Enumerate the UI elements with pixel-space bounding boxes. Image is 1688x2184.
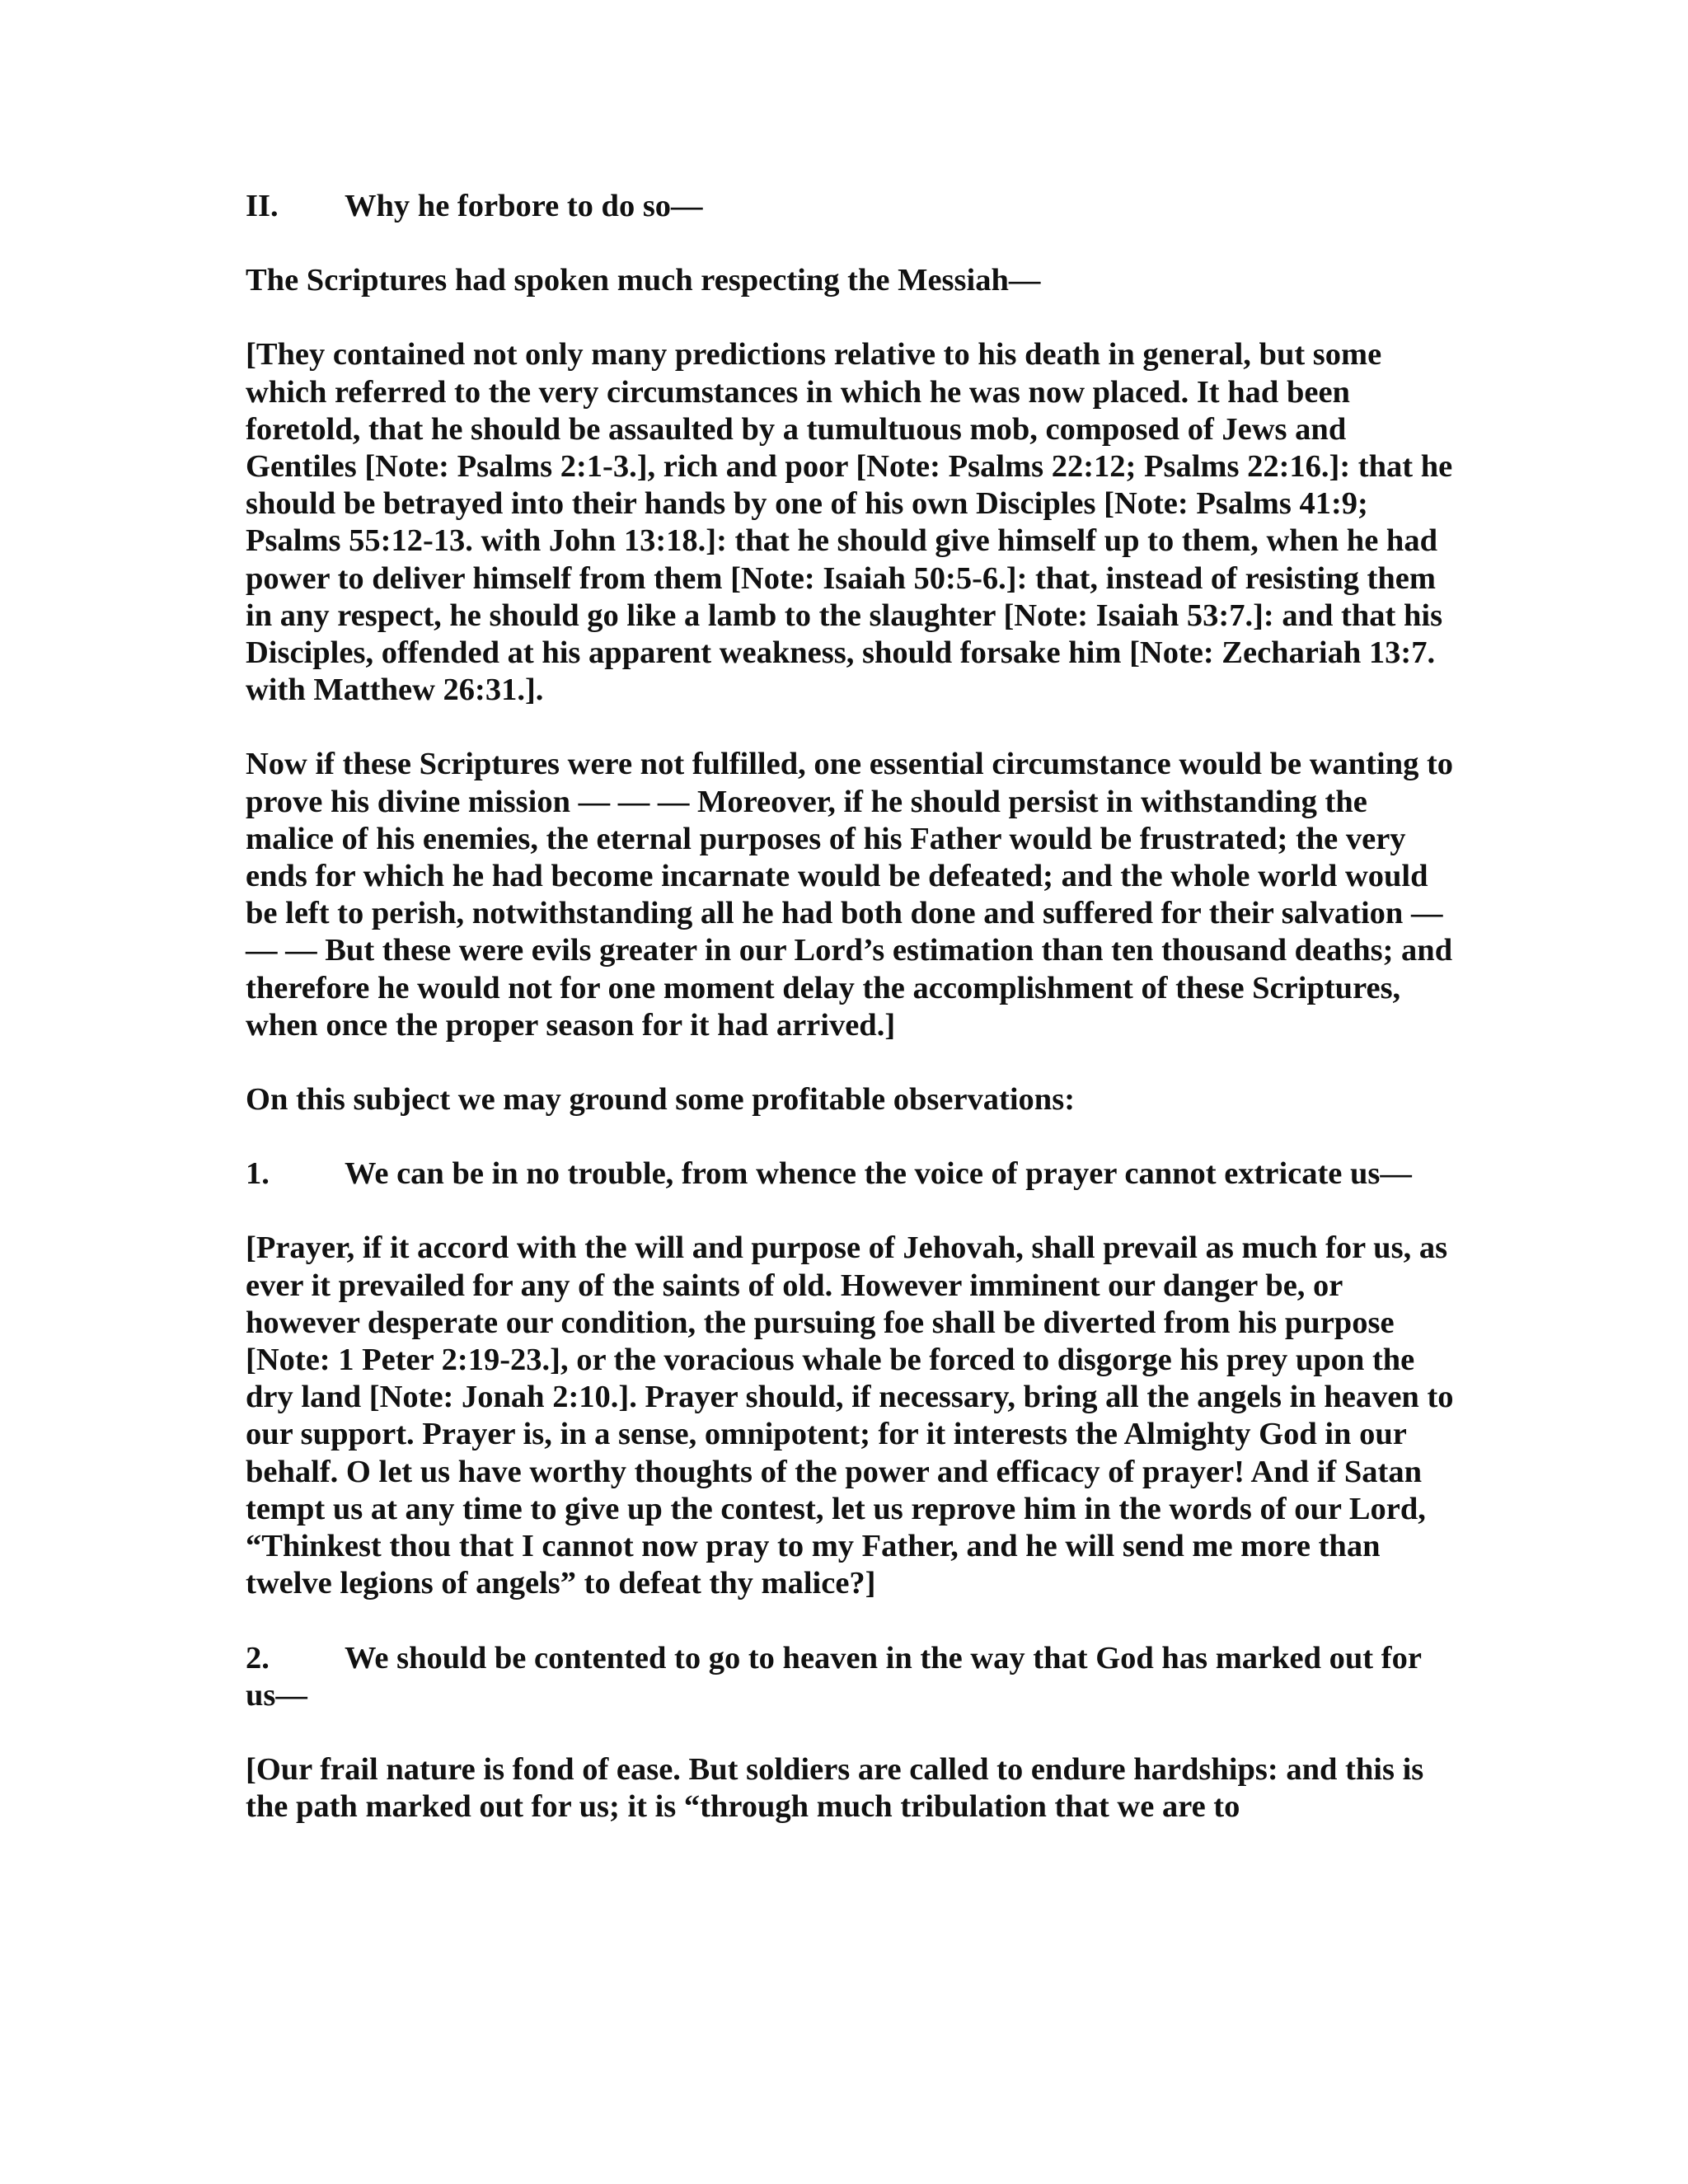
document-page	[246, 188, 1457, 1825]
observation-1-heading	[246, 1155, 1457, 1193]
observation-2-heading	[246, 1640, 1457, 1714]
observation-2-text: We should be contented to go to heaven in the way that God has marked out for us—	[246, 1640, 1422, 1713]
paragraph-observations-intro: On this subject we may ground some profitable observations:	[246, 1082, 1076, 1118]
subheading: The Scriptures had spoken much respecting the Messiah—	[246, 263, 1041, 298]
observation-1-number: 1.	[246, 1156, 270, 1192]
paragraph-fulfillment: Now if these Scriptures were not fulfilled, one essential circumstance would be wanting to prove his divine mission — — — Moreover, if he should persist in withstanding the malice of his enemies, the eternal purposes of his Father would be frustrated; the very ends for which he had become incarnate would be defeated; and the whole world would be left to perish, notwithstanding all he had both done and suffered for their salvation — — — But these were evils greater in our Lord’s estimation than ten thousand deaths; and therefore he would not for one moment delay the accomplishment of these Scriptures, when once the proper season for it had arrived.]	[246, 747, 1454, 1043]
section-number: II.	[246, 189, 279, 223]
paragraph-prayer: [Prayer, if it accord with the will and purpose of Jehovah, shall prevail as much for us, as ever it prevailed for any of the saints of old. However imminent our danger be, or however desperate our condition, the pursuing foe shall be diverted from his purpose [Note: 1 Peter 2:19-23.], or the voracious whale be forced to disgorge his prey upon the dry land [Note: Jonah 2:10.]. Prayer should, if necessary, bring all the angels in heaven to our support. Prayer is, in a sense, omnipotent; for it interests the Almighty God in our behalf. O let us have worthy thoughts of the power and efficacy of prayer! And if Satan tempt us at any time to give up the contest, let us reprove him in the words of our Lord, “Thinkest thou that I cannot now pray to my Father, and he will send me more than twelve legions of angels” to defeat thy malice?]	[246, 1230, 1454, 1601]
observation-1-text: We can be in no trouble, from whence the voice of prayer cannot extricate us—	[345, 1156, 1412, 1192]
section-heading	[246, 188, 1457, 225]
section-title: Why he forbore to do so—	[345, 189, 703, 223]
paragraph-prophecies: [They contained not only many predictions relative to his death in general, but some which referred to the very circumstances in which he was now placed. It had been foretold, that he should be assaulted by a tumultuous mob, composed of Jews and Gentiles [Note: Psalms 2:1-3.], rich and poor [Note: Psalms 22:12; Psalms 22:16.]: that he should be betrayed into their hands by one of his own Disciples [Note: Psalms 41:9; Psalms 55:12-13. with John 13:18.]: that he should give himself up to them, when he had power to deliver himself from them [Note: Isaiah 50:5-6.]: that, instead of resisting them in any respect, he should go like a lamb to the slaughter [Note: Isaiah 53:7.]: and that his Disciples, offended at his apparent weakness, should forsake him [Note: Zechariah 13:7. with Matthew 26:31.].	[246, 337, 1453, 708]
paragraph-frail-nature: [Our frail nature is fond of ease. But soldiers are called to endure hardships: and this is the path marked out for us; it is “through much tribulation that we are to	[246, 1751, 1424, 1825]
observation-2-number: 2.	[246, 1640, 270, 1675]
